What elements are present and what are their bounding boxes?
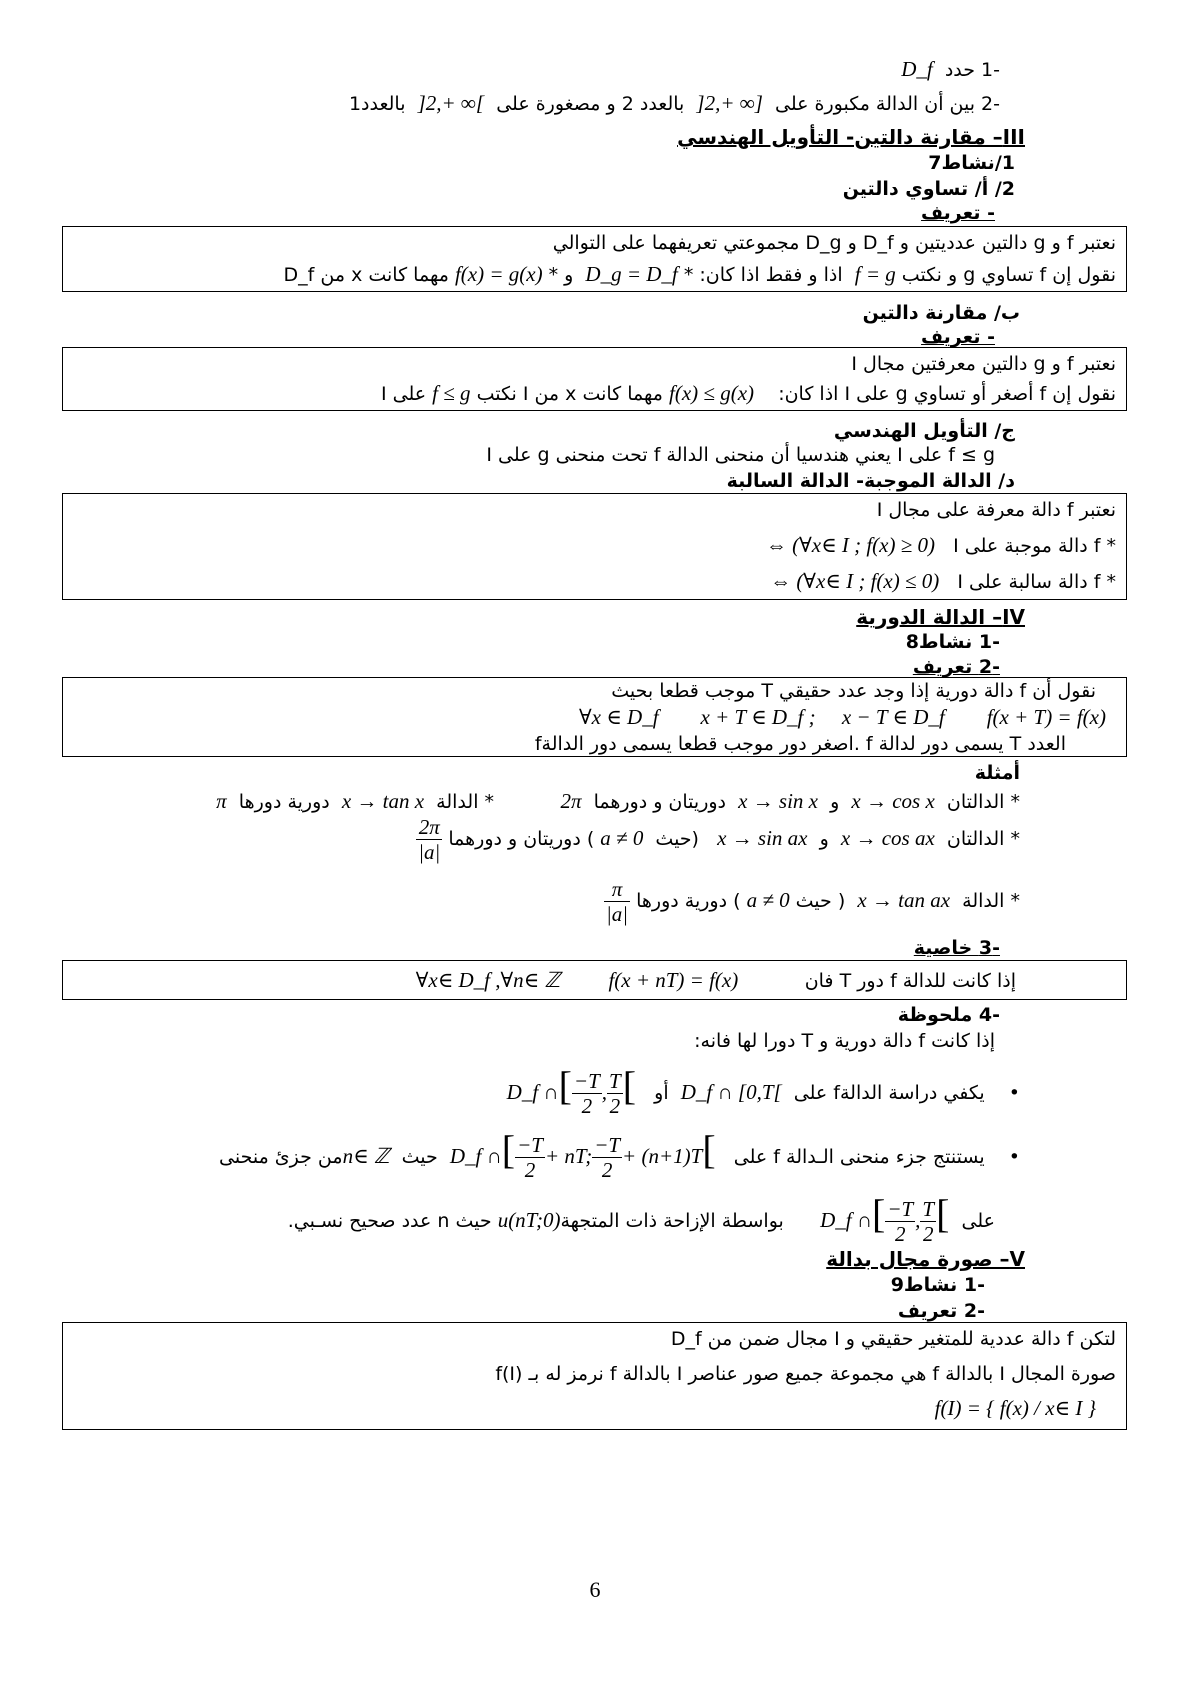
- box4-line-3: العدد T يسمى دور لدالة f .اصغر دور موجب قطعا يسمى دور الدالةf: [534, 733, 1066, 755]
- page-number: 6: [589, 1577, 601, 1602]
- activity-7: 1/نشاط7: [928, 152, 1015, 174]
- definition-box-periodic: [62, 677, 1127, 757]
- example-3: * الدالة x → tan ax ( حيث a ≠ 0 ) دورية دورها $\frac{\pi}{|a|}$: [606, 877, 1020, 926]
- definition-box-equality: [62, 226, 1127, 292]
- box1-line-2: نقول إن f تساوي g و نكتب f = g اذا و فقط اذا كان: * D_g = D_f و * f(x) = g(x) مهما كانت x من D_f: [283, 262, 1116, 286]
- fraction-2pi-over-a: $\frac{2\pi}{|a|}$: [418, 815, 441, 864]
- section-4-title: IV– الدالة الدورية: [856, 605, 1025, 629]
- definition-label-2: - تعريف: [921, 326, 995, 348]
- property-title: -3 خاصية: [913, 937, 1000, 959]
- property-line: إذا كانت للدالة f دور T فان f(x + nT) = f(x) ∀x∈ D_f ,∀n∈ ℤ: [415, 968, 1016, 992]
- example-2: * الدالتان x → cos ax و x → sin ax (حيث a ≠ 0 ) دوريتان و دورهما $\frac{2\pi}{|a|}$: [418, 815, 1020, 864]
- box5-line-2: صورة المجال I بالدالة f هي مجموعة جميع صور عناصر I بالدالة f نرمز له بـ f(I): [495, 1363, 1116, 1385]
- question-1: -1 حدد D_f: [901, 57, 1000, 81]
- subsection-c-title: ج/ التأويل الهندسي: [833, 420, 1015, 442]
- section-5-title: V– صورة مجال بدالة: [826, 1247, 1025, 1271]
- definition-box-sign: [62, 493, 1127, 600]
- subsection-d-title: د/ الدالة الموجبة- الدالة السالبة: [726, 470, 1015, 492]
- box3-line-2: * f دالة موجبة على I ⇔ (∀x∈ I ; f(x) ≥ 0): [765, 533, 1116, 557]
- box2-line-2: نقول إن f أصغر أو تساوي g على I اذا كان: f(x) ≤ g(x) مهما كانت x من I نكتب f ≤ g على I: [381, 381, 1116, 405]
- box5-line-1: لتكن f دالة عددية للمتغير حقيقي و I مجال ضمن من D_f: [670, 1328, 1116, 1350]
- definition-box-comparison: [62, 347, 1127, 411]
- subsection-a-title: 2/ أ/ تساوي دالتين: [842, 178, 1015, 200]
- box1-line-1: نعتبر f و g دالتين عدديتين و D_f و D_g مجموعتي تعريفهما على التوالي: [552, 232, 1116, 254]
- geometric-interpretation: f ≤ g على I يعني هندسيا أن منحنى الدالة f تحت منحنى g على I: [486, 444, 995, 466]
- question-2: -2 بين أن الدالة مكبورة على ]2,+ ∞] بالعدد 2 و مصغورة على ]2,+ ∞[ بالعدد1: [348, 91, 1000, 115]
- definition-box-image: [62, 1322, 1127, 1430]
- definition-label-1: - تعريف: [921, 202, 995, 224]
- definition-label-4: -2 تعريف: [897, 1300, 985, 1322]
- box3-line-1: نعتبر f دالة معرفة على مجال I: [876, 499, 1116, 521]
- fraction-pi-over-a: $\frac{\pi}{|a|}$: [606, 877, 629, 926]
- box3-line-3: * f دالة سالبة على I ⇔ (∀x∈ I ; f(x) ≤ 0): [770, 569, 1116, 593]
- remark-bullet-1: • يكفي دراسة الدالةf على D_f ∩ [0,T[ أو D_f ∩[ $\frac{-T}{2}$ , $\frac{T}{2}$ [: [506, 1063, 1020, 1118]
- box5-line-3: f(I) = { f(x) / x∈ I }: [934, 1396, 1096, 1420]
- box4-line-2: ∀x ∈ D_f x + T ∈ D_f ; x − T ∈ D_f f(x + T) = f(x): [578, 705, 1106, 729]
- box2-line-1: نعتبر f و g دالتين معرفتين مجال I: [851, 353, 1116, 375]
- box4-line-1: نقول أن f دالة دورية إذا وجد عدد حقيقي T موجب قطعا بحيث: [611, 680, 1096, 702]
- subsection-b-title: ب/ مقارنة دالتين: [862, 302, 1020, 324]
- activity-9: -1 نشاط9: [890, 1274, 985, 1296]
- definition-label-3: -2 تعريف: [912, 656, 1000, 678]
- remark-bullet-2: • يستنتج جزء منحنى الـدالة f على D_f ∩[ $\frac{-T}{2}$ + nT; $\frac{-T}{2}$ + (n+1)T[ حيث n∈ ℤمن جزئ منحنى: [219, 1127, 1020, 1182]
- activity-8: -1 نشاط8: [905, 631, 1000, 653]
- section-3-title: III– مقارنة دالتين- التأويل الهندسي: [677, 125, 1025, 149]
- example-1: * الدالتان x → cos x و x → sin x دوريتان و دورهما 2π * الدالة x → tan x دورية دورها π: [216, 789, 1020, 813]
- remark-line-1: إذا كانت f دالة دورية و T دورا لها فانه:: [694, 1030, 995, 1052]
- property-box: [62, 960, 1127, 1000]
- examples-title: أمثلة: [974, 762, 1020, 784]
- remark-title: -4 ملحوظة: [897, 1004, 1000, 1026]
- remark-bullet-2-continued: على D_f ∩[ $\frac{-T}{2}$ , $\frac{T}{2}$ [ بواسطة الإزاحة ذات المتجهةu(nT;0) حيث n عدد صحيح نسـبي.: [287, 1191, 995, 1246]
